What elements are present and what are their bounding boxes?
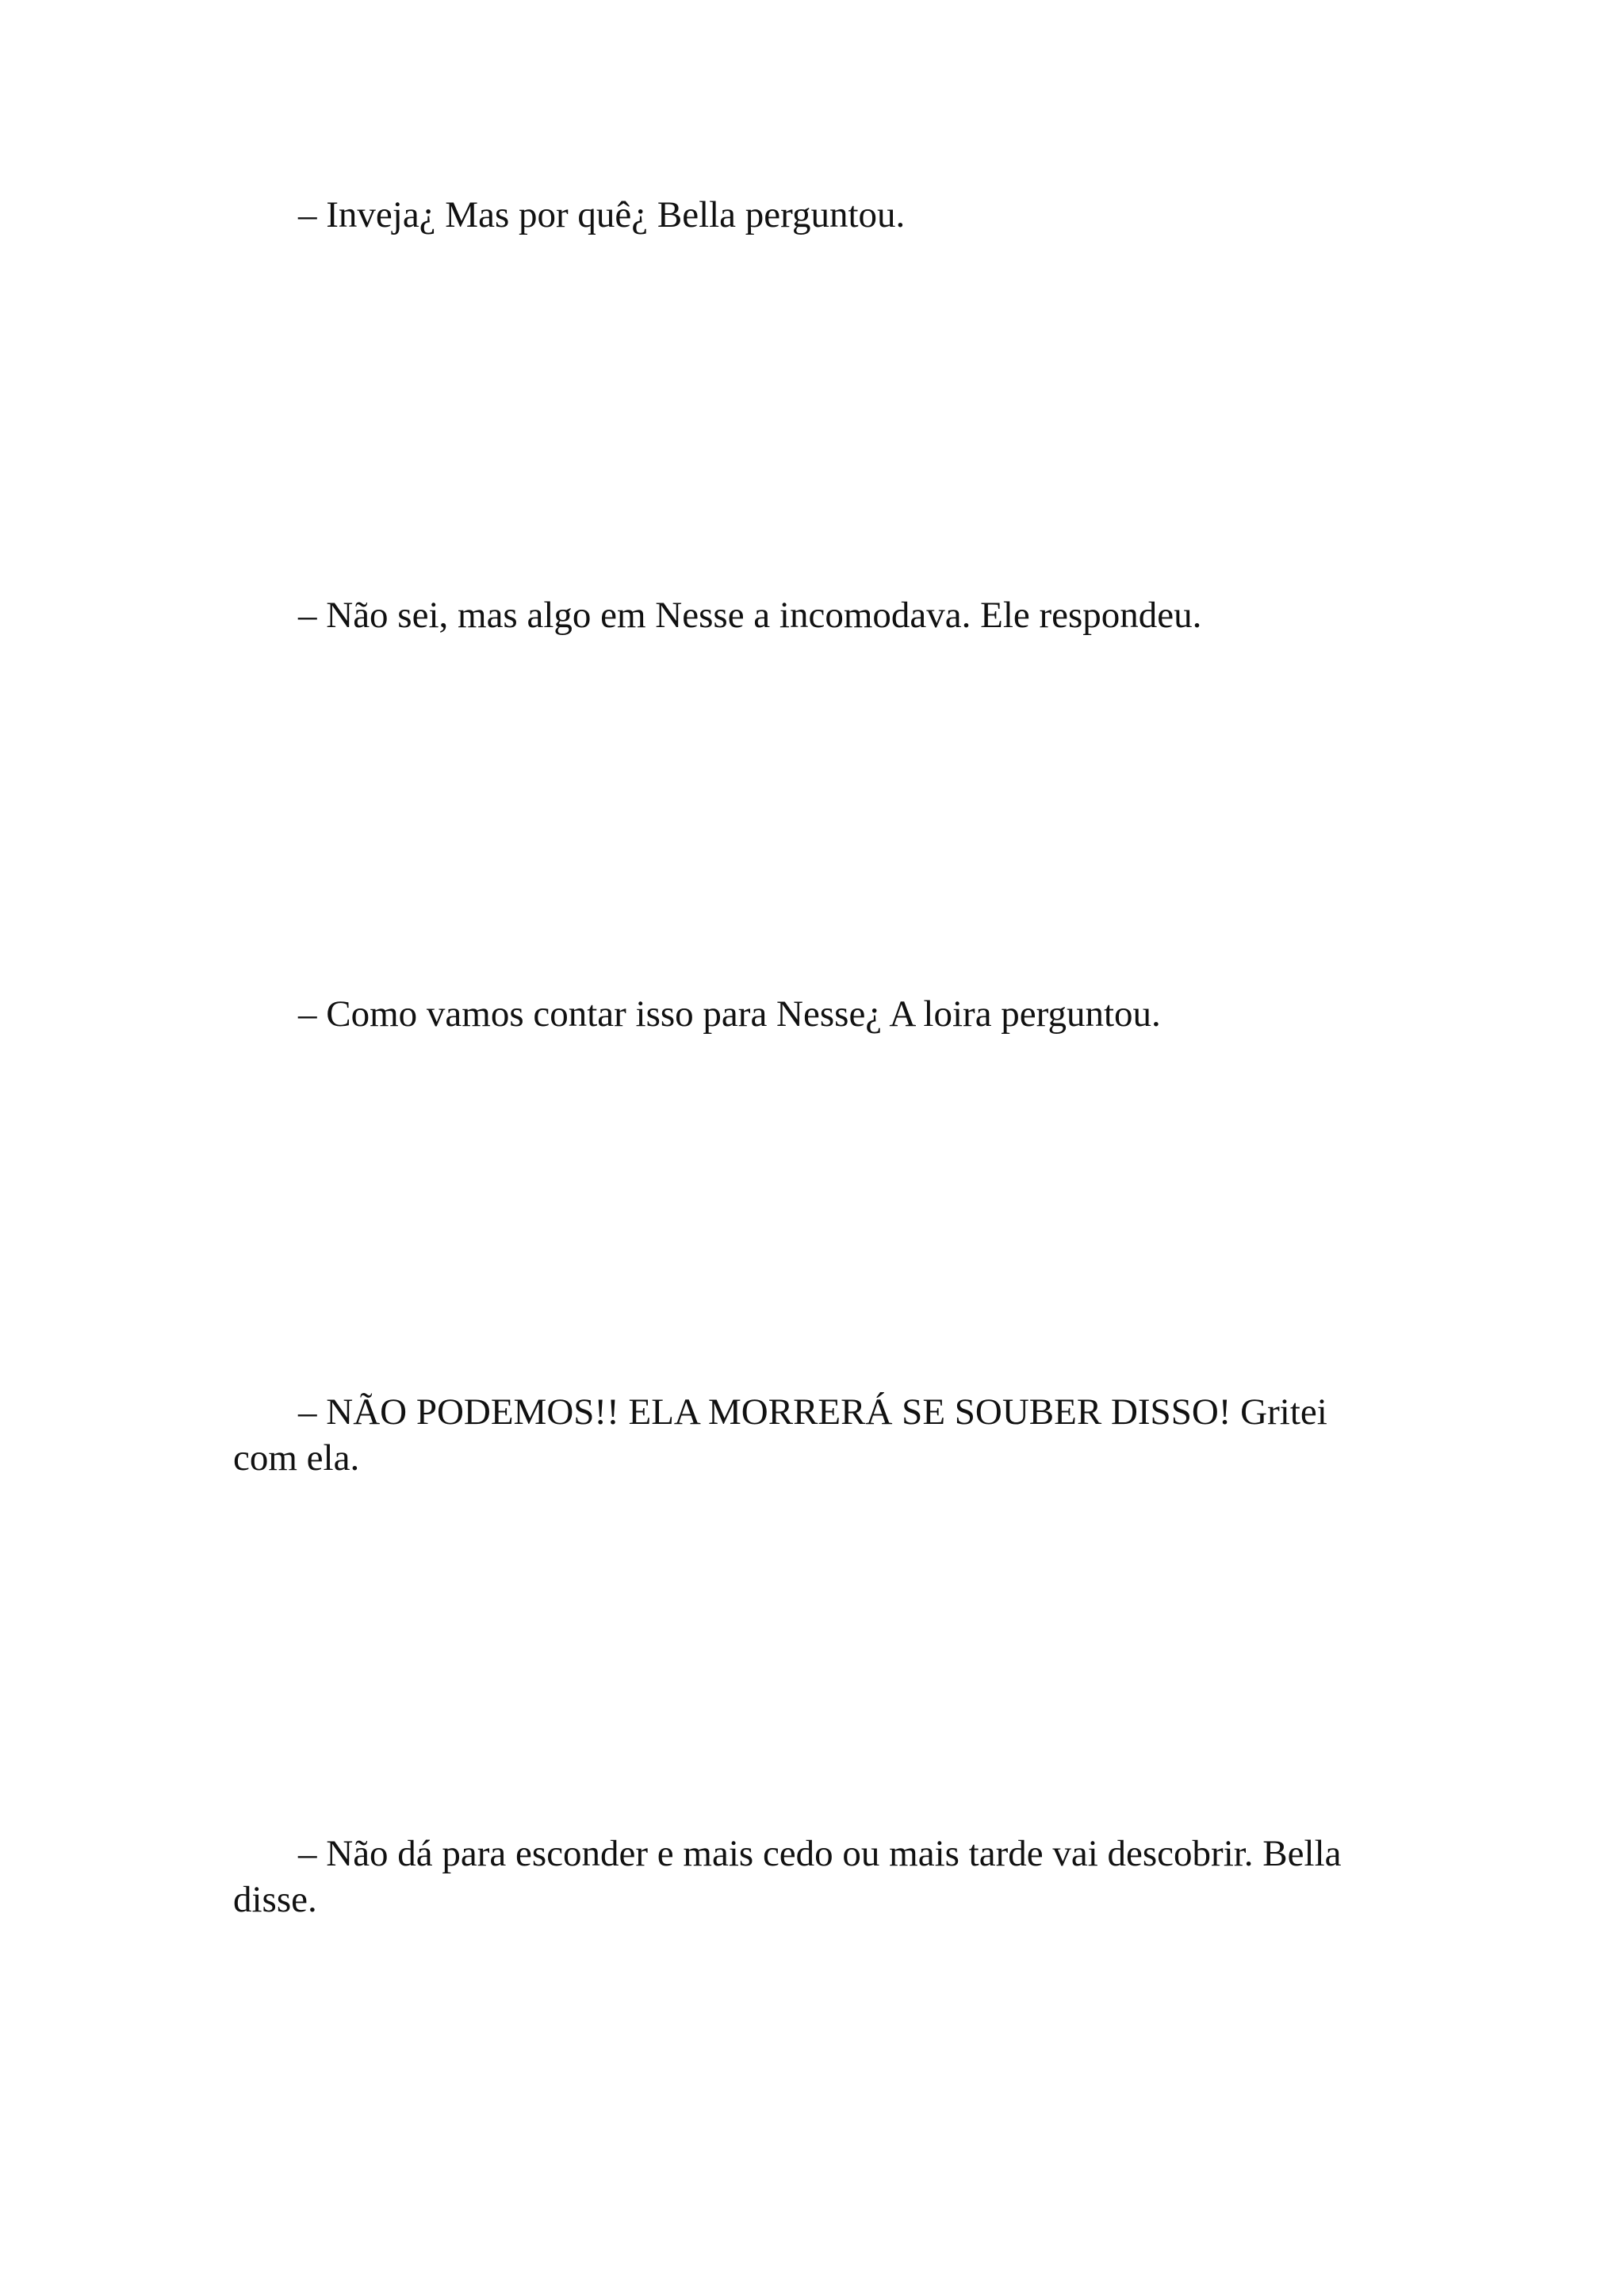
paragraph-3: – Como vamos contar isso para Nesse¿ A loira perguntou.	[298, 993, 1161, 1035]
paragraph-2: – Não sei, mas algo em Nesse a incomodava. Ele respondeu.	[298, 595, 1202, 636]
paragraph-1: – Inveja¿ Mas por quê¿ Bella perguntou.	[298, 194, 906, 235]
paragraph-5: – Não dá para esconder e mais cedo ou mais tarde vai descobrir. Bella disse.	[233, 1833, 1342, 1920]
paragraph-4: – NÃO PODEMOS!! ELA MORRERÁ SE SOUBER DISSO! Gritei com ela.	[233, 1391, 1327, 1479]
